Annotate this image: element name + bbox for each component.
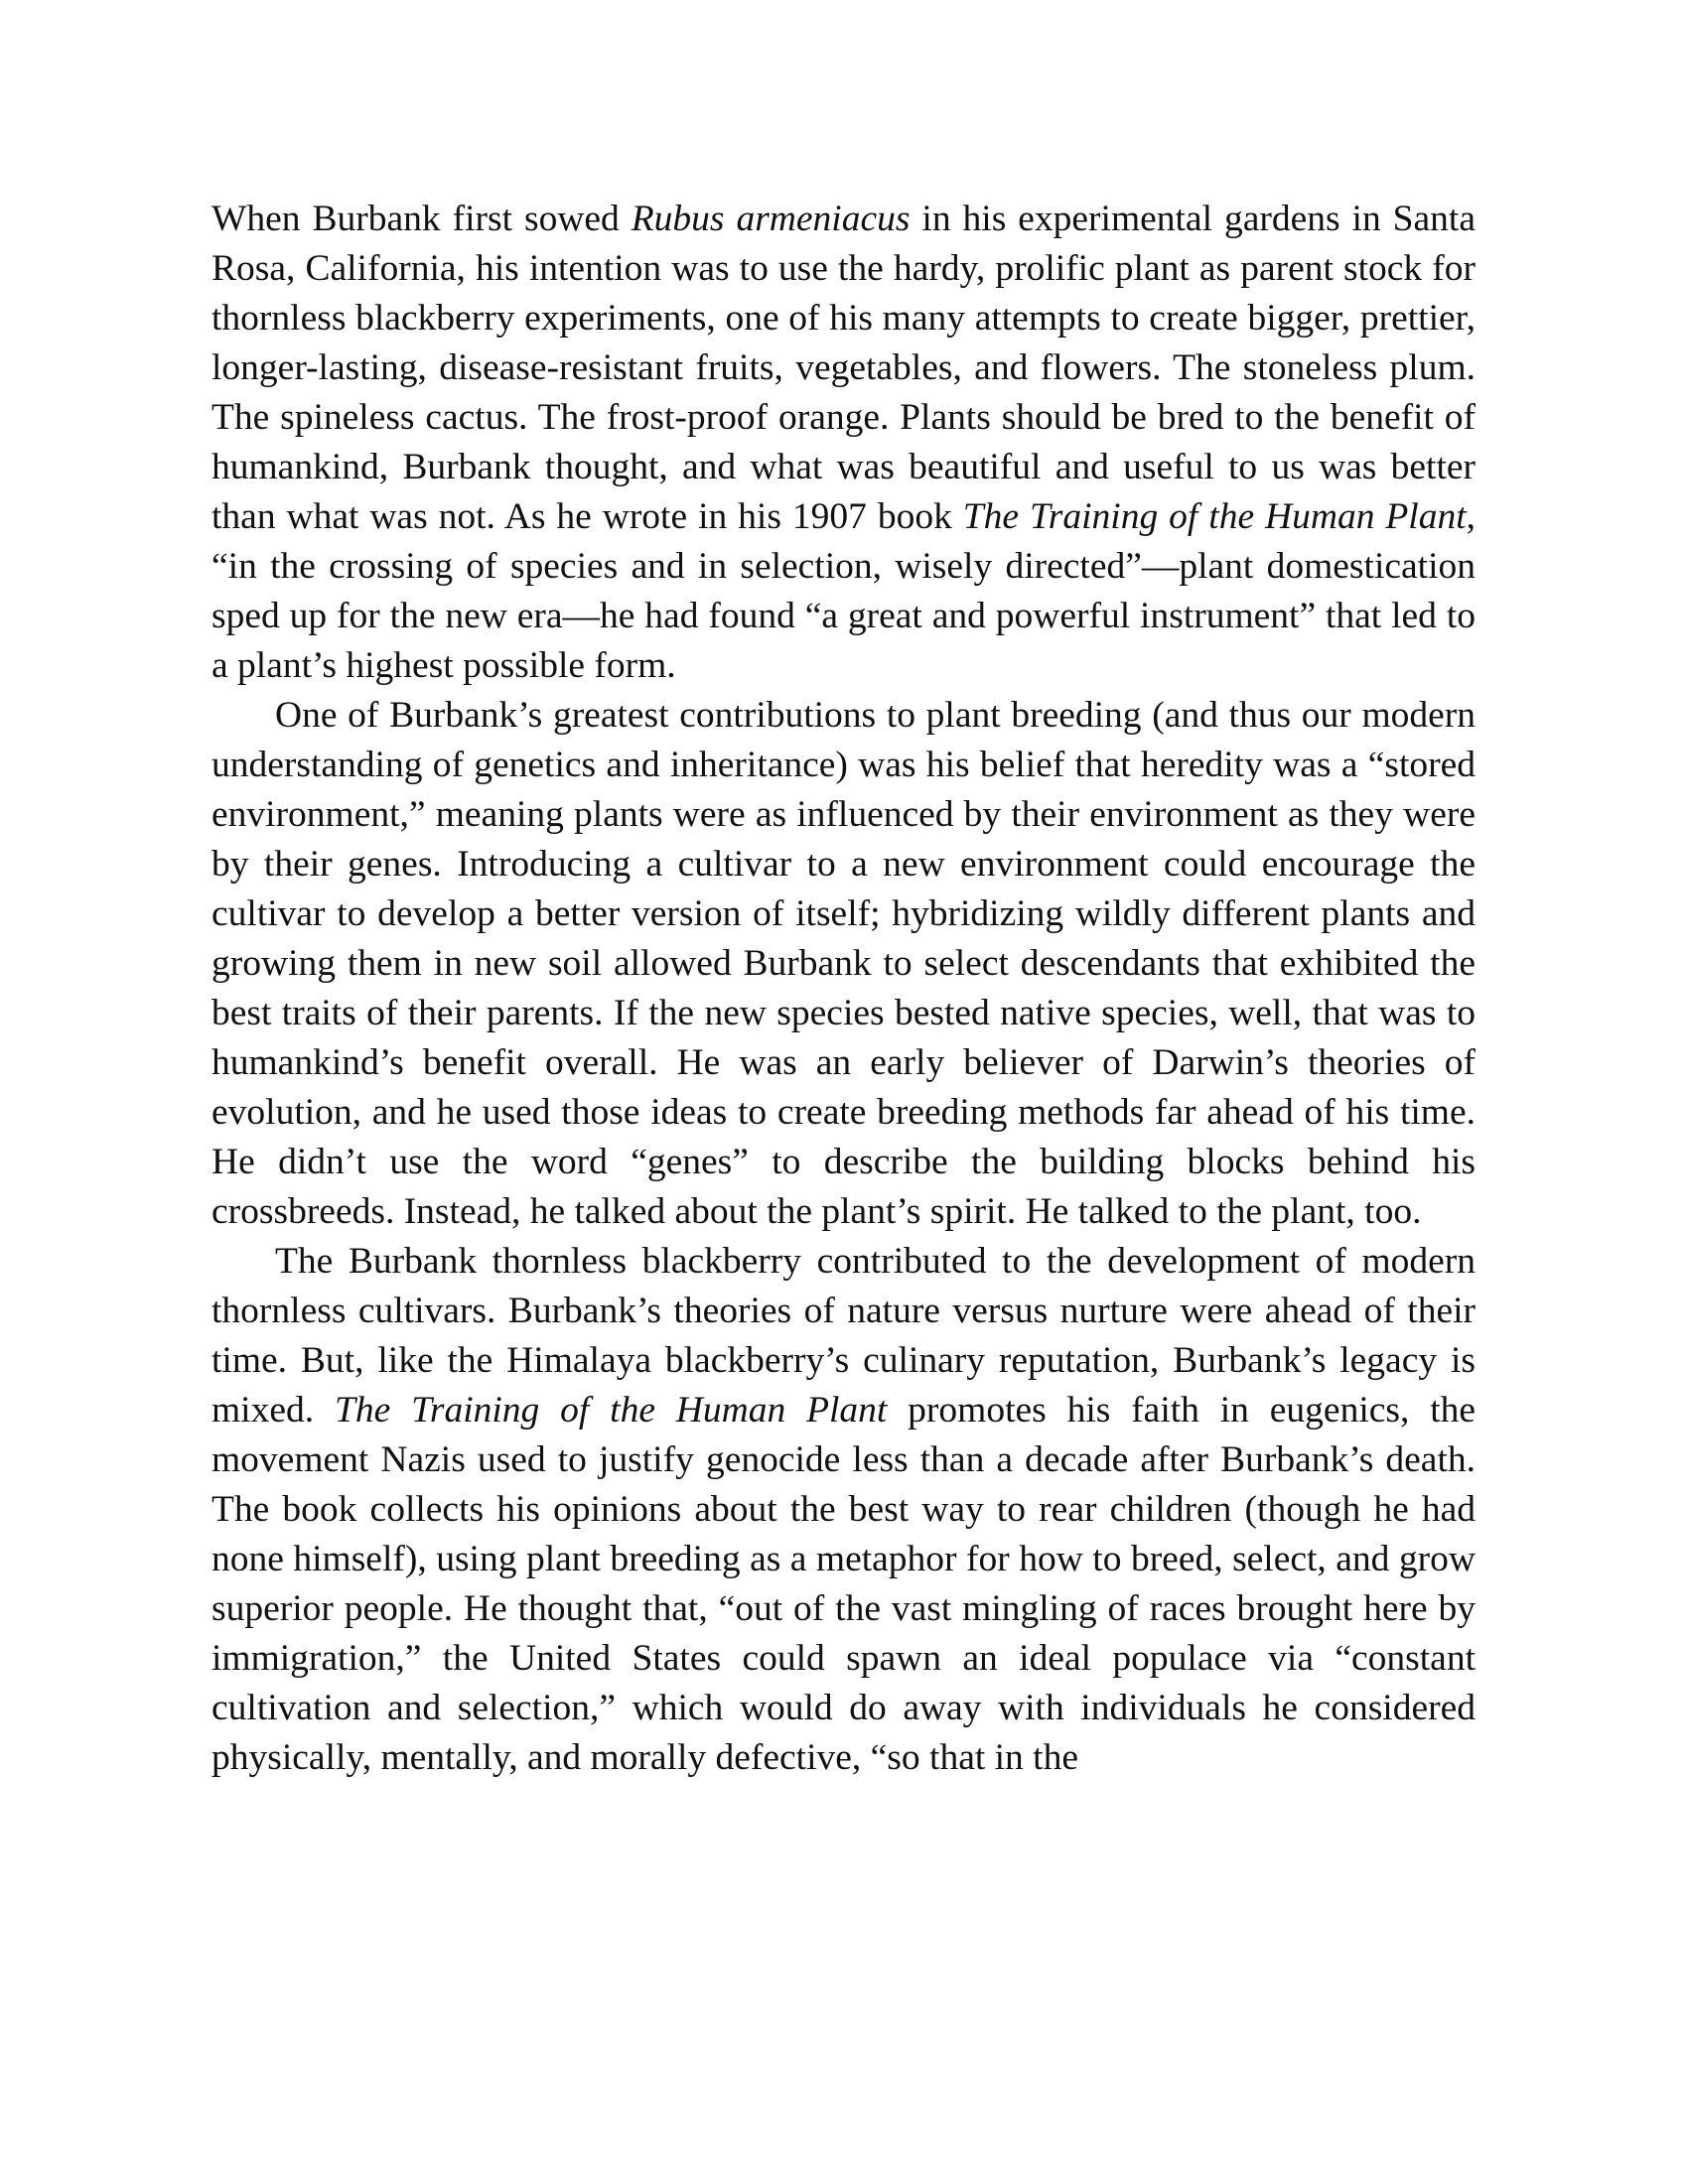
paragraph-3	[211, 1237, 1476, 1783]
paragraph-3-italic-book-title: The Training of the Human Plant	[334, 1390, 888, 1431]
paragraph-1-italic-book-title: The Training of the Human Plant	[962, 496, 1467, 537]
paragraph-1	[211, 195, 1476, 691]
paragraph-3-text-1: The Burbank thornless blackberry contributed to the development of modern thornless cultivars. Burbank’s theories of nature versus nurture were ahead of their time. But, like the Himalaya blackberry’s culinary reputation, Burbank’s legacy is mixed.	[211, 1241, 1476, 1431]
paragraph-3-text-2: promotes his faith in eugenics, the movement Nazis used to justify genocide less than a decade after Burbank’s death. The book collects his opinions about the best way to rear children (though he had none himself), using plant breeding as a metaphor for how to breed, select, and grow superior people. He thought that, “out of the vast mingling of races brought here by immigration,” the United States could spawn an ideal populace via “constant cultivation and selection,” which would do away with individuals he considered physically, mentally, and morally defective, “so that in the	[211, 1390, 1477, 1778]
paragraph-1-italic-species-name: Rubus armeniacus	[631, 199, 911, 239]
paragraph-2	[211, 691, 1476, 1237]
paragraph-2-text-1: One of Burbank’s greatest contributions to plant breeding (and thus our modern understanding of genetics and inheritance) was his belief that heredity was a “stored environment,” meaning plants were as influenced by their environment as they were by their genes. Introducing a cultivar to a new environment could encourage the cultivar to develop a better version of itself; hybridizing wildly different plants and growing them in new soil allowed Burbank to select descendants that exhibited the best traits of their parents. If the new species bested native species, well, that was to humankind’s benefit overall. He was an early believer of Darwin’s theories of evolution, and he used those ideas to create breeding methods far ahead of his time. He didn’t use the word “genes” to describe the building blocks behind his crossbreeds. Instead, he talked about the plant’s spirit. He talked to the plant, too.	[211, 695, 1476, 1232]
page-body	[211, 195, 1476, 1783]
paragraph-1-text-1: When Burbank first sowed	[211, 199, 632, 239]
paragraph-1-text-3: , “in the crossing of species and in selection, wisely directed”—plant domestication sped up for the new era—he had found “a great and powerful instrument” that led to a plant’s highest possible form.	[211, 496, 1477, 686]
paragraph-1-text-2: in his experimental gardens in Santa Rosa, California, his intention was to use the hardy, prolific plant as parent stock for thornless blackberry experiments, one of his many attempts to create bigger, prettier, longer-lasting, disease-resistant fruits, vegetables, and flowers. The stoneless plum. The spineless cactus. The frost-proof orange. Plants should be bred to the benefit of humankind, Burbank thought, and what was beautiful and useful to us was better than what was not. As he wrote in his 1907 book	[211, 199, 1476, 537]
